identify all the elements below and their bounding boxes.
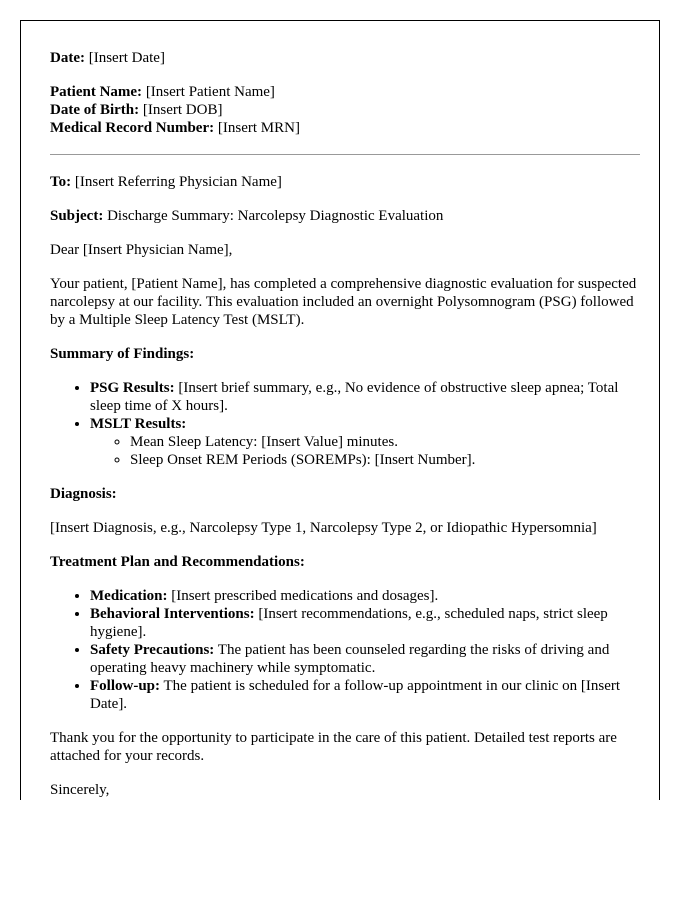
patient-name-line — [50, 83, 640, 101]
letter-body — [50, 49, 640, 799]
mrn-line — [50, 119, 640, 137]
mslt-sorem-item: ◦ Sleep Onset REM Periods (SOREMPs): [Insert Number]. — [130, 451, 640, 469]
list-item-mslt — [90, 415, 640, 469]
subject-label: Subject: — [50, 208, 104, 224]
mrn-label: Medical Record Number: — [50, 120, 215, 136]
mslt-label: MSLT Results: — [90, 416, 187, 432]
signoff: Sincerely, — [50, 782, 110, 798]
letter-page — [20, 20, 660, 800]
list-item-safety: • Safety Precautions: The patient has been counseled regarding the risks of driving and operating heavy machinery while symptomatic. — [90, 641, 640, 677]
date-line — [50, 49, 640, 67]
divider — [50, 154, 640, 155]
list-item-medication: • Medication: [Insert prescribed medications and dosages]. — [90, 587, 640, 605]
mslt-latency-item: ◦ Mean Sleep Latency: [Insert Value] minutes. — [130, 433, 640, 451]
to-value: [Insert Referring Physician Name] — [74, 174, 282, 190]
dob-value: [Insert DOB] — [142, 102, 223, 118]
psg-label: PSG Results: — [90, 380, 175, 396]
subject-line — [50, 207, 640, 225]
dob-line — [50, 101, 640, 119]
list-item-followup: • Follow-up: The patient is scheduled for a follow-up appointment in our clinic on [Insert Date]. — [90, 677, 640, 713]
findings-list — [50, 379, 640, 469]
diagnosis-text: [Insert Diagnosis, e.g., Narcolepsy Type 1, Narcolepsy Type 2, or Idiopathic Hypersomnia] — [50, 520, 597, 536]
dob-label: Date of Birth: — [50, 102, 140, 118]
list-item-behavioral: • Behavioral Interventions: [Insert recommendations, e.g., scheduled naps, strict sleep hygiene]. — [90, 605, 640, 641]
mslt-sublist — [90, 433, 640, 469]
patient-name-label: Patient Name: — [50, 84, 143, 100]
subject-value: Discharge Summary: Narcolepsy Diagnostic Evaluation — [107, 208, 444, 224]
mrn-value: [Insert MRN] — [217, 120, 300, 136]
intro-paragraph: Your patient, [Patient Name], has completed a comprehensive diagnostic evaluation for suspected narcolepsy at our facility. This evaluation included an overnight Polysomnogram (PSG) followed by a Multiple Sleep Latency Test (MSLT). — [50, 276, 637, 328]
patient-name-value: [Insert Patient Name] — [145, 84, 275, 100]
date-label: Date: — [50, 50, 85, 66]
diagnosis-heading: Diagnosis: — [50, 486, 117, 502]
salutation: Dear [Insert Physician Name], — [50, 242, 233, 258]
to-line — [50, 173, 640, 191]
list-item-psg — [90, 379, 640, 415]
treatment-list — [50, 587, 640, 713]
closing-paragraph: Thank you for the opportunity to participate in the care of this patient. Detailed test reports are attached for your records. — [50, 730, 617, 764]
date-value: [Insert Date] — [88, 50, 165, 66]
treatment-heading: Treatment Plan and Recommendations: — [50, 554, 305, 570]
to-label: To: — [50, 174, 72, 190]
findings-heading: Summary of Findings: — [50, 346, 195, 362]
psg-value: [Insert brief summary, e.g., No evidence of obstructive sleep apnea; Total sleep time of X hours]. — [90, 380, 619, 414]
